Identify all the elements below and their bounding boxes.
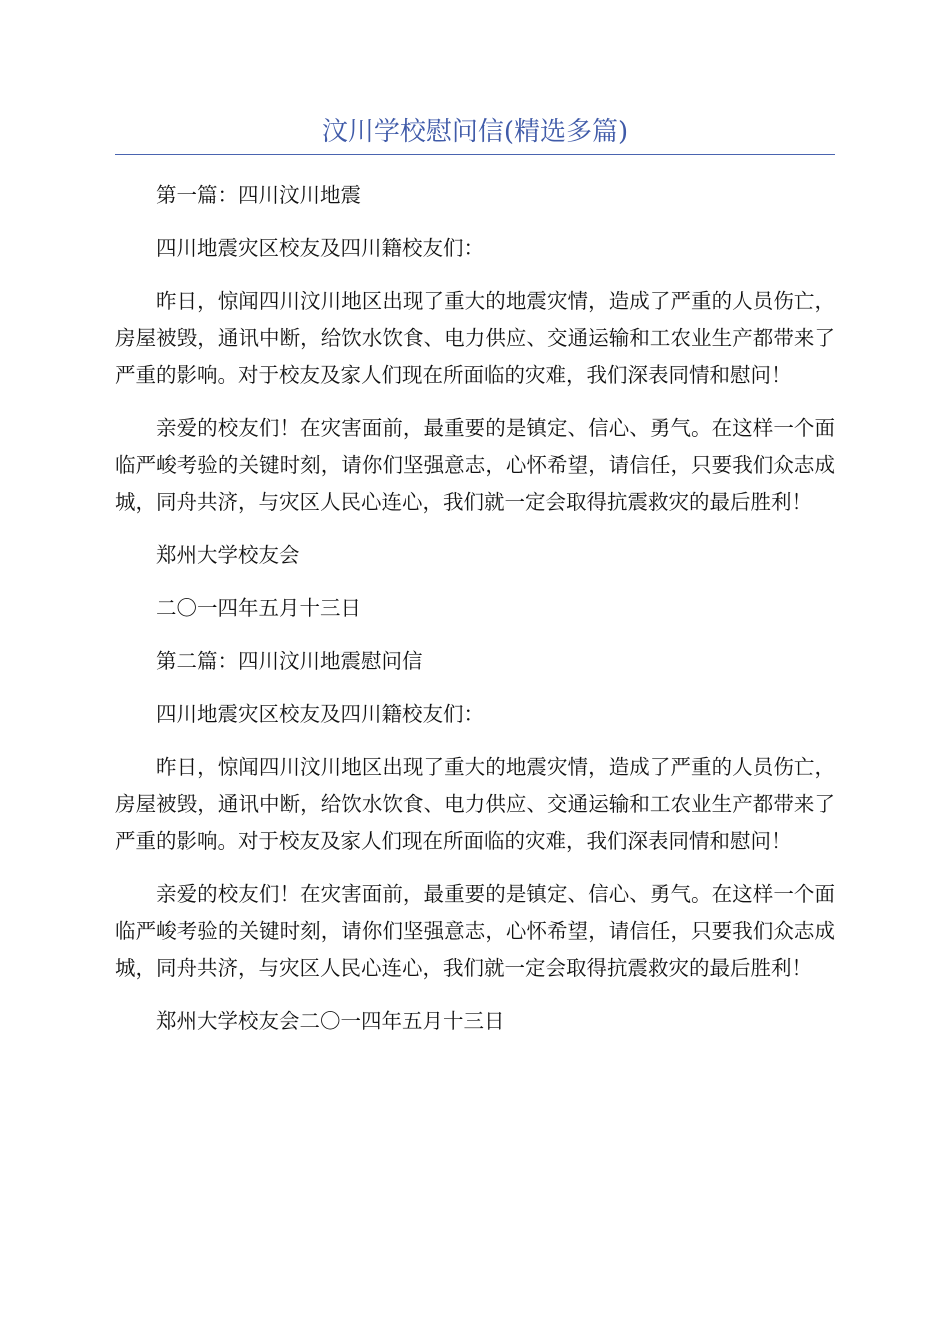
- salutation-2: 四川地震灾区校友及四川籍校友们：: [156, 702, 484, 726]
- paragraph-condolence-1: 昨日，惊闻四川汶川地区出现了重大的地震灾情，造成了严重的人员伤亡，房屋被毁，通讯中断，给饮水饮食、电力供应、交通运输和工农业生产都带来了严重的影响。对于校友及家人们现在所面临的灾难，我们深表同情和慰问！: [115, 289, 835, 387]
- signature-org-1: 郑州大学校友会: [156, 543, 300, 567]
- signature-date-1: 二〇一四年五月十三日: [156, 596, 361, 620]
- signature-2: 郑州大学校友会二〇一四年五月十三日: [156, 1009, 505, 1033]
- section-heading-2: 第二篇：四川汶川地震慰问信: [156, 649, 423, 673]
- salutation-1: 四川地震灾区校友及四川籍校友们：: [156, 236, 484, 260]
- paragraph-encouragement-2: 亲爱的校友们！在灾害面前，最重要的是镇定、信心、勇气。在这样一个面临严峻考验的关键时刻，请你们坚强意志，心怀希望，请信任，只要我们众志成城，同舟共济，与灾区人民心连心，我们就一定会取得抗震救灾的最后胜利！: [115, 882, 835, 980]
- document-body: [115, 177, 835, 1056]
- paragraph-condolence-2: 昨日，惊闻四川汶川地区出现了重大的地震灾情，造成了严重的人员伤亡，房屋被毁，通讯中断，给饮水饮食、电力供应、交通运输和工农业生产都带来了严重的影响。对于校友及家人们现在所面临的灾难，我们深表同情和慰问！: [115, 755, 835, 853]
- title-underline: [115, 154, 835, 155]
- paragraph-encouragement-1: 亲爱的校友们！在灾害面前，最重要的是镇定、信心、勇气。在这样一个面临严峻考验的关键时刻，请你们坚强意志，心怀希望，请信任，只要我们众志成城，同舟共济，与灾区人民心连心，我们就一定会取得抗震救灾的最后胜利！: [115, 416, 835, 514]
- section-heading-1: 第一篇：四川汶川地震: [156, 183, 361, 207]
- document-title: 汶川学校慰问信(精选多篇): [321, 117, 629, 147]
